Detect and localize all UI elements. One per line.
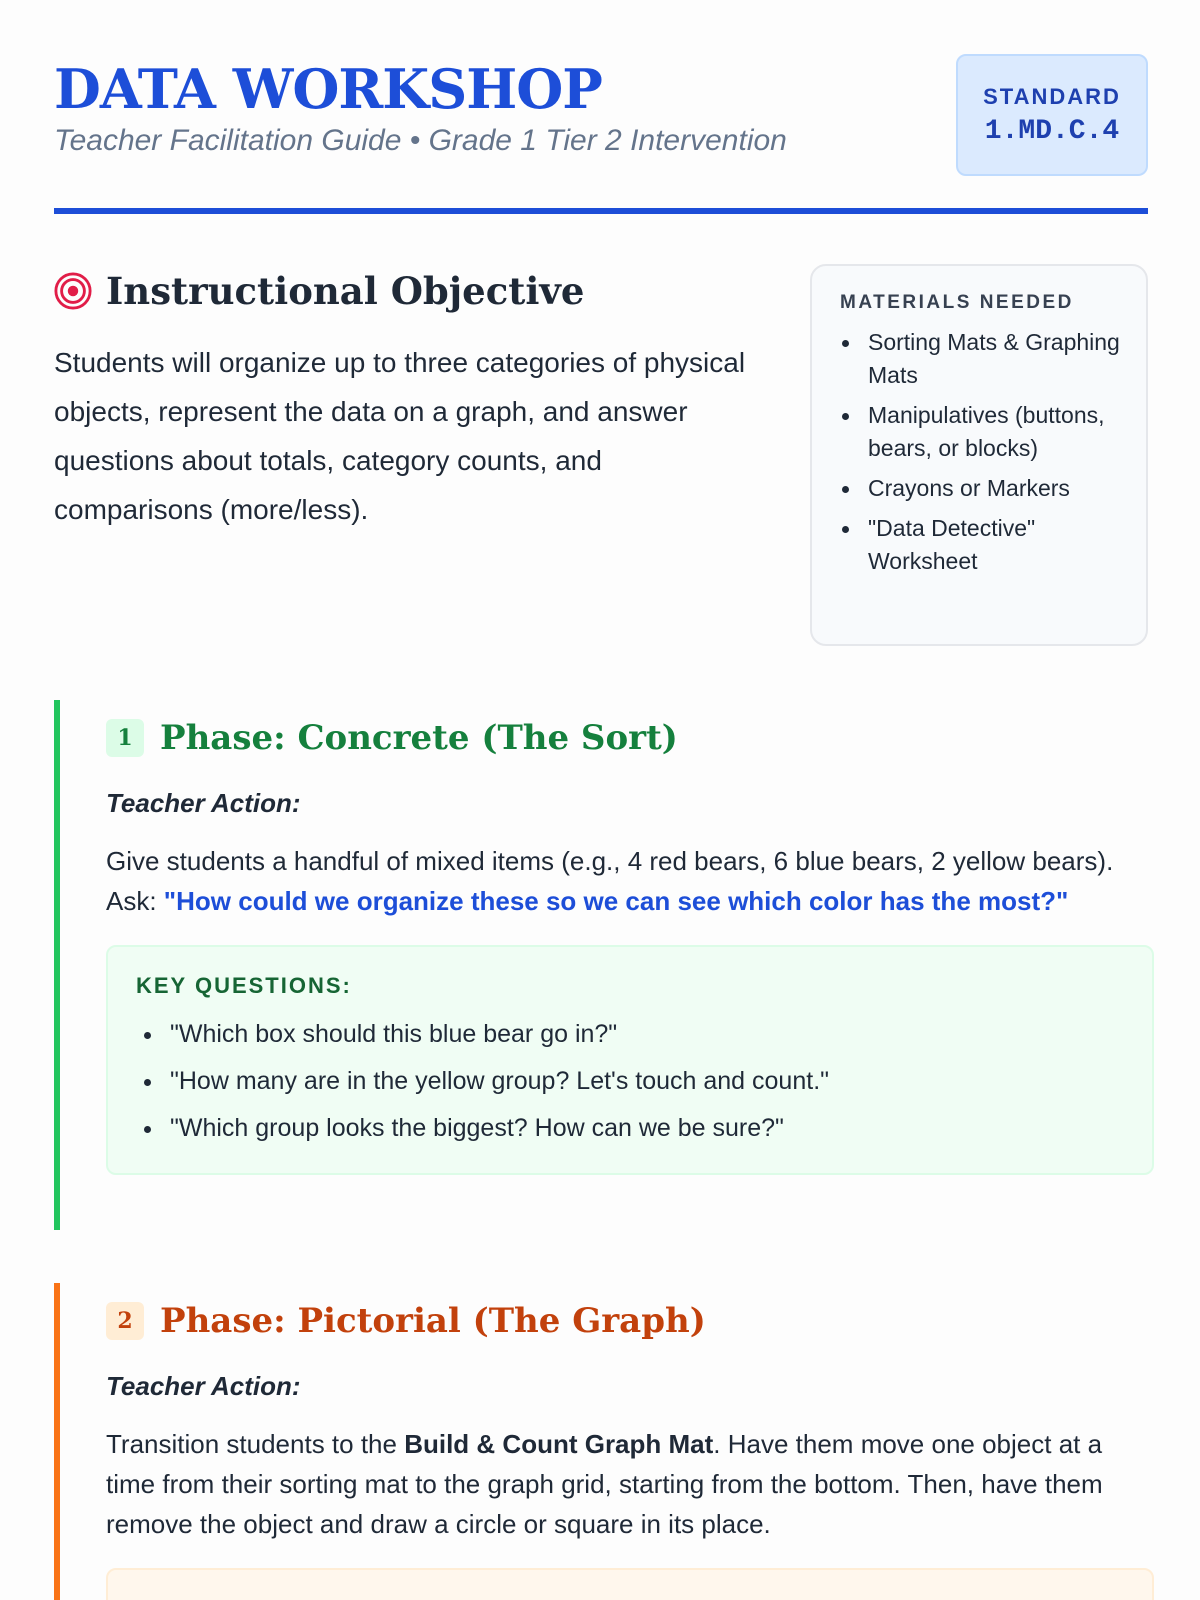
standard-label: STANDARD (983, 83, 1121, 109)
key-questions-list (136, 1011, 1124, 1152)
action-text-rest: . Have them move one object at a time from their sorting mat to the graph grid, starting from the bottom. Then, have them remove the object and draw a circle or square in its place. (106, 1429, 1103, 1539)
teacher-prompt-quote: "How could we organize these so we can see which color has the most?" (163, 886, 1069, 916)
key-question: "Which group looks the biggest? How can we be sure?" (136, 1105, 1124, 1152)
page-subtitle: Teacher Facilitation Guide • Grade 1 Tier 2 Intervention (54, 124, 787, 157)
teacher-action-text (106, 841, 1148, 921)
phase-title: Phase: Concrete (The Sort) (160, 718, 678, 758)
action-text-main: Transition students to the (106, 1429, 405, 1459)
page-title: DATA WORKSHOP (54, 57, 602, 121)
phase-number-badge: 2 (106, 1302, 144, 1340)
phase-pictorial (54, 1283, 1148, 1600)
phase-header (106, 1297, 1148, 1345)
objective-section (54, 262, 754, 534)
standard-badge (956, 54, 1148, 176)
target-icon (54, 272, 92, 310)
objective-text: Students will organize up to three categories of physical objects, represent the data on a graph, and answer questions about totals, category counts, and comparisons (more/less). (54, 347, 746, 525)
key-questions-title: KEY QUESTIONS: (136, 973, 352, 998)
teacher-action-label: Teacher Action: (106, 1371, 301, 1401)
materials-item: Sorting Mats & Graphing Mats (840, 326, 1122, 392)
objective-header (54, 262, 754, 320)
phase-two-callout-box (106, 1568, 1154, 1600)
materials-card (810, 264, 1148, 646)
materials-item: Manipulatives (buttons, bears, or blocks) (840, 399, 1122, 465)
materials-item: "Data Detective" Worksheet (840, 512, 1122, 578)
phase-concrete (54, 700, 1148, 1230)
standard-code: 1.MD.C.4 (984, 115, 1120, 147)
phase-header (106, 714, 1148, 762)
objective-title: Instructional Objective (106, 269, 585, 313)
materials-item: Crayons or Markers (840, 472, 1122, 505)
materials-list (840, 326, 1122, 578)
key-question: "Which box should this blue bear go in?" (136, 1011, 1124, 1058)
phase-number-badge: 1 (106, 719, 144, 757)
graph-mat-name: Build & Count Graph Mat (404, 1429, 714, 1459)
materials-title: MATERIALS NEEDED (840, 292, 1074, 313)
page-header (54, 54, 1148, 214)
teacher-action-text (106, 1424, 1148, 1544)
teacher-action-label: Teacher Action: (106, 788, 301, 818)
key-questions-box (106, 945, 1154, 1175)
key-question: "How many are in the yellow group? Let's touch and count." (136, 1058, 1124, 1105)
action-text-main: Give students a handful of mixed items (e.g., 4 red bears, 6 blue bears, 2 yellow bears). Ask: (106, 846, 1114, 916)
phase-title: Phase: Pictorial (The Graph) (160, 1301, 706, 1341)
